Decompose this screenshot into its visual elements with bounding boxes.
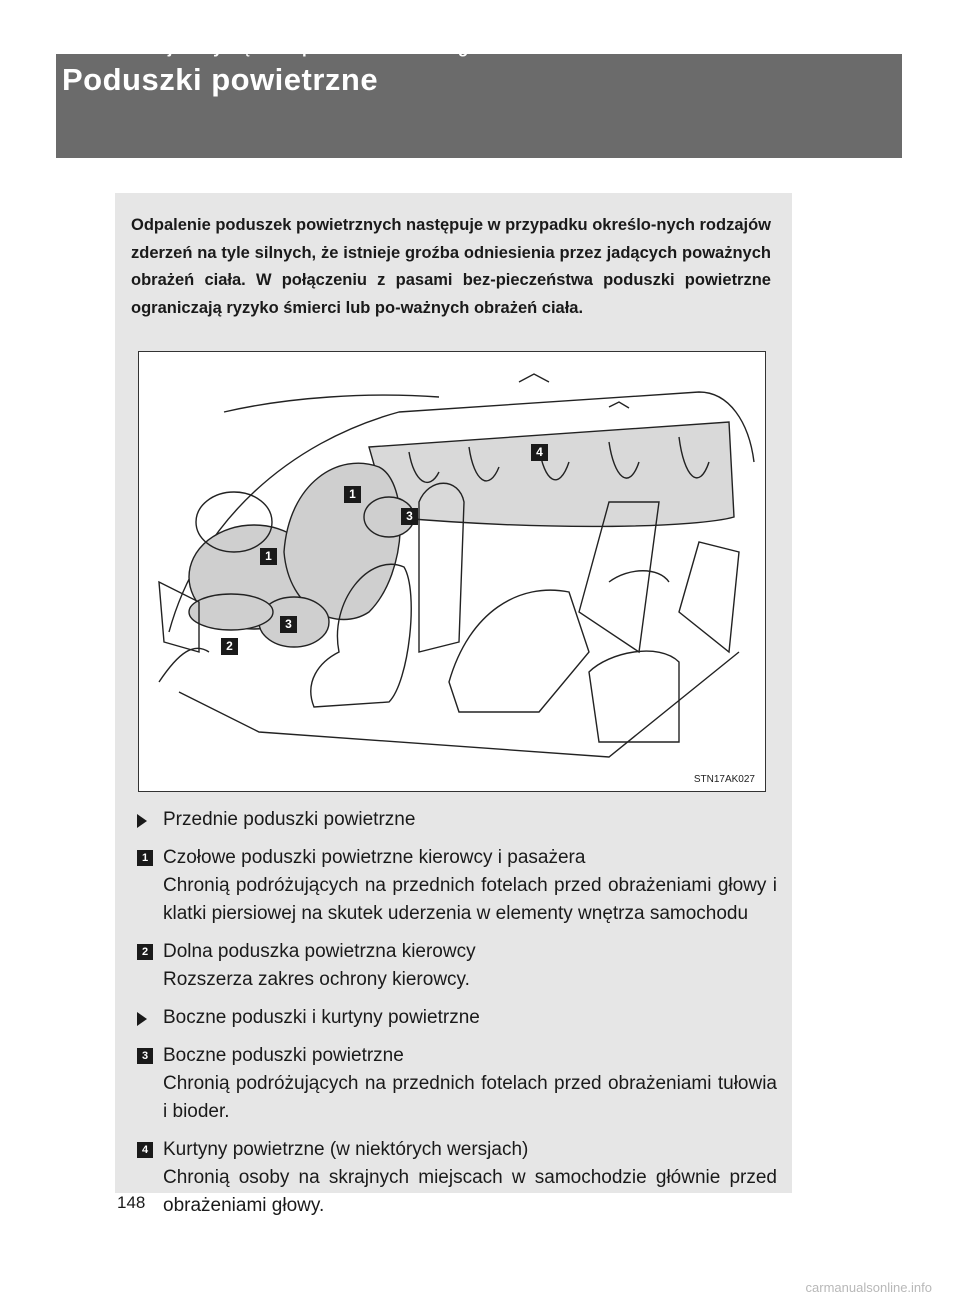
- section-subtitle: 1-7. Informacje dotyczące bezpieczeństwa biernego: [62, 38, 479, 57]
- airbag-list: [137, 806, 777, 1220]
- number-badge: 2: [137, 944, 153, 960]
- list-item: 2 Dolna poduszka powietrzna kierowcy Rozszerza zakres ochrony kierowcy.: [137, 938, 777, 994]
- callout-1-driver: 1: [260, 548, 277, 565]
- number-badge: 3: [137, 1048, 153, 1064]
- item-description: Chronią podróżujących na przednich fotelach przed obrażeniami głowy i klatki piersiowej na skutek uderzenia w elementy wnętrza samochodu: [163, 875, 777, 924]
- callout-2: 2: [221, 638, 238, 655]
- number-badge: 1: [137, 850, 153, 866]
- callout-3-upper: 3: [401, 508, 418, 525]
- list-item: 4 Kurtyny powietrzne (w niektórych wersjach) Chronią osoby na skrajnych miejscach w samochodzie głównie przed obrażeniami głowy.: [137, 1136, 777, 1220]
- list-item: 3 Boczne poduszki powietrzne Chronią podróżujących na przednich fotelach przed obrażeniami tułowia i bioder.: [137, 1042, 777, 1126]
- list-item: 1 Czołowe poduszki powietrzne kierowcy i pasażera Chronią podróżujących na przednich fotelach przed obrażeniami głowy i klatki piersiowej na skutek uderzenia w elementy wnętrza samochodu: [137, 844, 777, 928]
- callout-4: 4: [531, 444, 548, 461]
- watermark: carmanualsonline.info: [805, 1280, 932, 1295]
- number-badge: 4: [137, 1142, 153, 1158]
- airbag-illustration: [138, 351, 766, 792]
- page-number: 148: [117, 1193, 146, 1212]
- figure-code: STN17AK027: [693, 774, 755, 785]
- item-description: Chronią osoby na skrajnych miejscach w samochodzie głównie przed obrażeniami głowy.: [163, 1167, 777, 1216]
- triangle-bullet-icon: [137, 1012, 147, 1026]
- list-group-heading: Boczne poduszki i kurtyny powietrzne: [137, 1004, 777, 1032]
- page-title: Poduszki powietrzne: [62, 62, 379, 97]
- callout-1-passenger: 1: [344, 486, 361, 503]
- item-description: Chronią podróżujących na przednich fotelach przed obrażeniami tułowia i bioder.: [163, 1073, 777, 1122]
- item-description: Rozszerza zakres ochrony kierowcy.: [163, 969, 470, 990]
- triangle-bullet-icon: [137, 814, 147, 828]
- callout-3-lower: 3: [280, 616, 297, 633]
- list-group-heading: Przednie poduszki powietrzne: [137, 806, 777, 834]
- car-interior-drawing: [139, 352, 765, 791]
- intro-paragraph: Odpalenie poduszek powietrznych następuje w przypadku określo-nych rodzajów zderzeń na tyle silnych, że istnieje groźba odniesienia przez jadących poważnych obrażeń ciała. W połączeniu z pasami bez-pieczeństwa poduszki powietrzne ograniczają ryzyko śmierci lub po-ważnych obrażeń ciała.: [131, 216, 771, 317]
